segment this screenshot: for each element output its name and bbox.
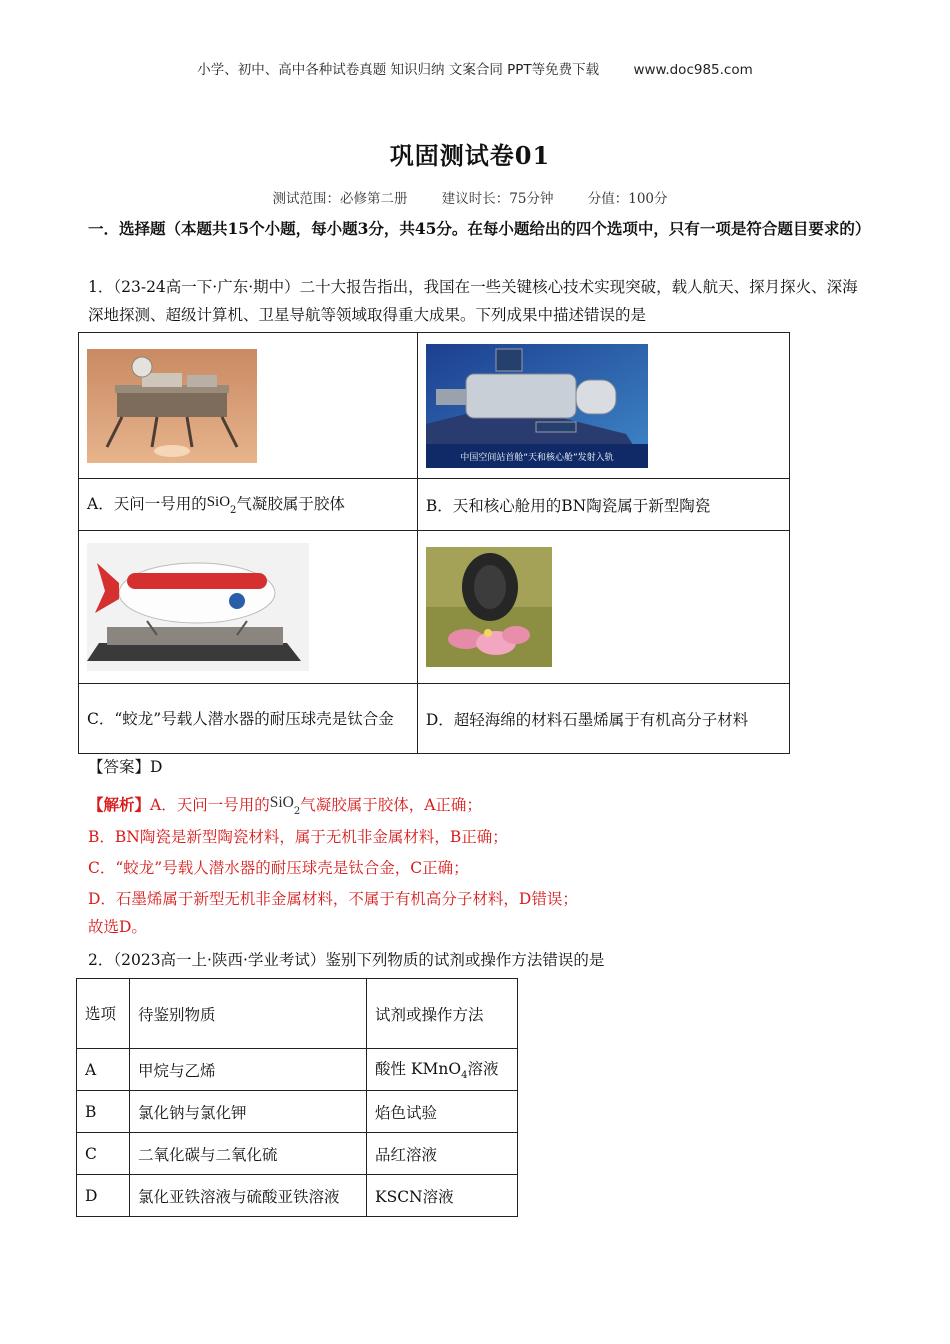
option-a-subscript: 2 xyxy=(230,505,237,517)
row-method: 焰色试验 xyxy=(367,1091,518,1133)
row-method: 品红溶液 xyxy=(367,1133,518,1175)
explanation-a-post: 气凝胶属于胶体，A正确； xyxy=(300,796,482,814)
submersible-image xyxy=(87,543,309,671)
row-method: 酸性 KMnO$_4$溶液 xyxy=(367,1049,518,1091)
question-1-options-table xyxy=(78,332,790,754)
question-2-table xyxy=(76,978,518,1217)
meta-score: 分值：100分 xyxy=(587,191,668,207)
option-d: D．超轻海绵的材料石墨烯属于有机高分子材料 xyxy=(417,684,789,754)
table-row xyxy=(77,1175,518,1217)
row-substances: 氯化钠与氯化钾 xyxy=(130,1091,367,1133)
table-row xyxy=(77,1133,518,1175)
option-d-image-cell xyxy=(417,531,789,684)
section-heading: 一．选择题（本题共15个小题，每小题3分，共45分。在每小题给出的四个选项中，只有一项是符合题目要求的） xyxy=(88,219,871,238)
explanation-subscript: 2 xyxy=(293,806,301,818)
space-station-image xyxy=(426,344,648,468)
option-a xyxy=(79,479,418,531)
meta-time: 建议时长：75分钟 xyxy=(441,191,554,207)
explanation-label: 【解析】 xyxy=(88,795,151,814)
row-method: KSCN溶液 xyxy=(367,1175,518,1217)
option-a-formula: SiO xyxy=(206,494,231,511)
test-meta xyxy=(0,187,940,207)
table-row xyxy=(77,1049,518,1091)
image-b-caption: 中国空间站首舱“天和核心舱”发射入轨 xyxy=(460,452,614,463)
table-row xyxy=(77,1091,518,1133)
option-b: B．天和核心舱用的BN陶瓷属于新型陶瓷 xyxy=(417,479,789,531)
explanation-c: C．“蛟龙”号载人潜水器的耐压球壳是钛合金，C正确； xyxy=(88,859,469,877)
option-b-image-cell xyxy=(417,333,789,479)
question-2-stem: 2．（2023高一上·陕西·学业考试）鉴别下列物质的试剂或操作方法错误的是 xyxy=(88,951,605,969)
explanation-conclusion: 故选D。 xyxy=(88,918,147,936)
header-method: 试剂或操作方法 xyxy=(367,979,518,1049)
meta-range: 测试范围：必修第二册 xyxy=(272,191,408,207)
mars-lander-image xyxy=(87,349,257,463)
option-c: C．“蛟龙”号载人潜水器的耐压球壳是钛合金 xyxy=(79,684,418,754)
option-a-text-pre: A．天问一号用的 xyxy=(87,495,207,514)
row-substances: 氯化亚铁溶液与硫酸亚铁溶液 xyxy=(130,1175,367,1217)
page-header xyxy=(0,58,950,78)
row-option: A xyxy=(77,1049,130,1091)
header-substances: 待鉴别物质 xyxy=(130,979,367,1049)
header-text: 小学、初中、高中各种试卷真题 知识归纳 文案合同 PPT等免费下载 xyxy=(197,62,600,78)
row-option: C xyxy=(77,1133,130,1175)
explanation-d: D．石墨烯属于新型无机非金属材料，不属于有机高分子材料，D错误； xyxy=(88,890,578,908)
header-url[interactable]: www.doc985.com xyxy=(633,62,753,78)
question-1-stem: 1．（23-24高一下·广东·期中）二十大报告指出，我国在一些关键核心技术实现突破，载人航天、探月探火、深海深地探测、超级计算机、卫星导航等领域取得重大成果。下列成果中描述错误的是 xyxy=(88,278,858,324)
row-substances: 甲烷与乙烯 xyxy=(130,1049,367,1091)
option-a-text-post: 气凝胶属于胶体 xyxy=(236,495,345,514)
explanation-a-pre: A．天问一号用的 xyxy=(150,796,270,814)
row-option: D xyxy=(77,1175,130,1217)
page-title: 巩固测试卷01 xyxy=(389,141,551,170)
explanation-b: B．BN陶瓷是新型陶瓷材料，属于无机非金属材料，B正确； xyxy=(88,828,508,846)
row-substances: 二氧化碳与二氧化硫 xyxy=(130,1133,367,1175)
option-c-image-cell xyxy=(79,531,418,684)
table-header-row xyxy=(77,979,518,1049)
question-1-answer: 【答案】D xyxy=(88,758,163,776)
option-a-image-cell xyxy=(79,333,418,479)
row-option: B xyxy=(77,1091,130,1133)
explanation-formula: SiO xyxy=(269,794,294,811)
graphene-sponge-image xyxy=(426,547,552,667)
header-option: 选项 xyxy=(77,979,130,1049)
